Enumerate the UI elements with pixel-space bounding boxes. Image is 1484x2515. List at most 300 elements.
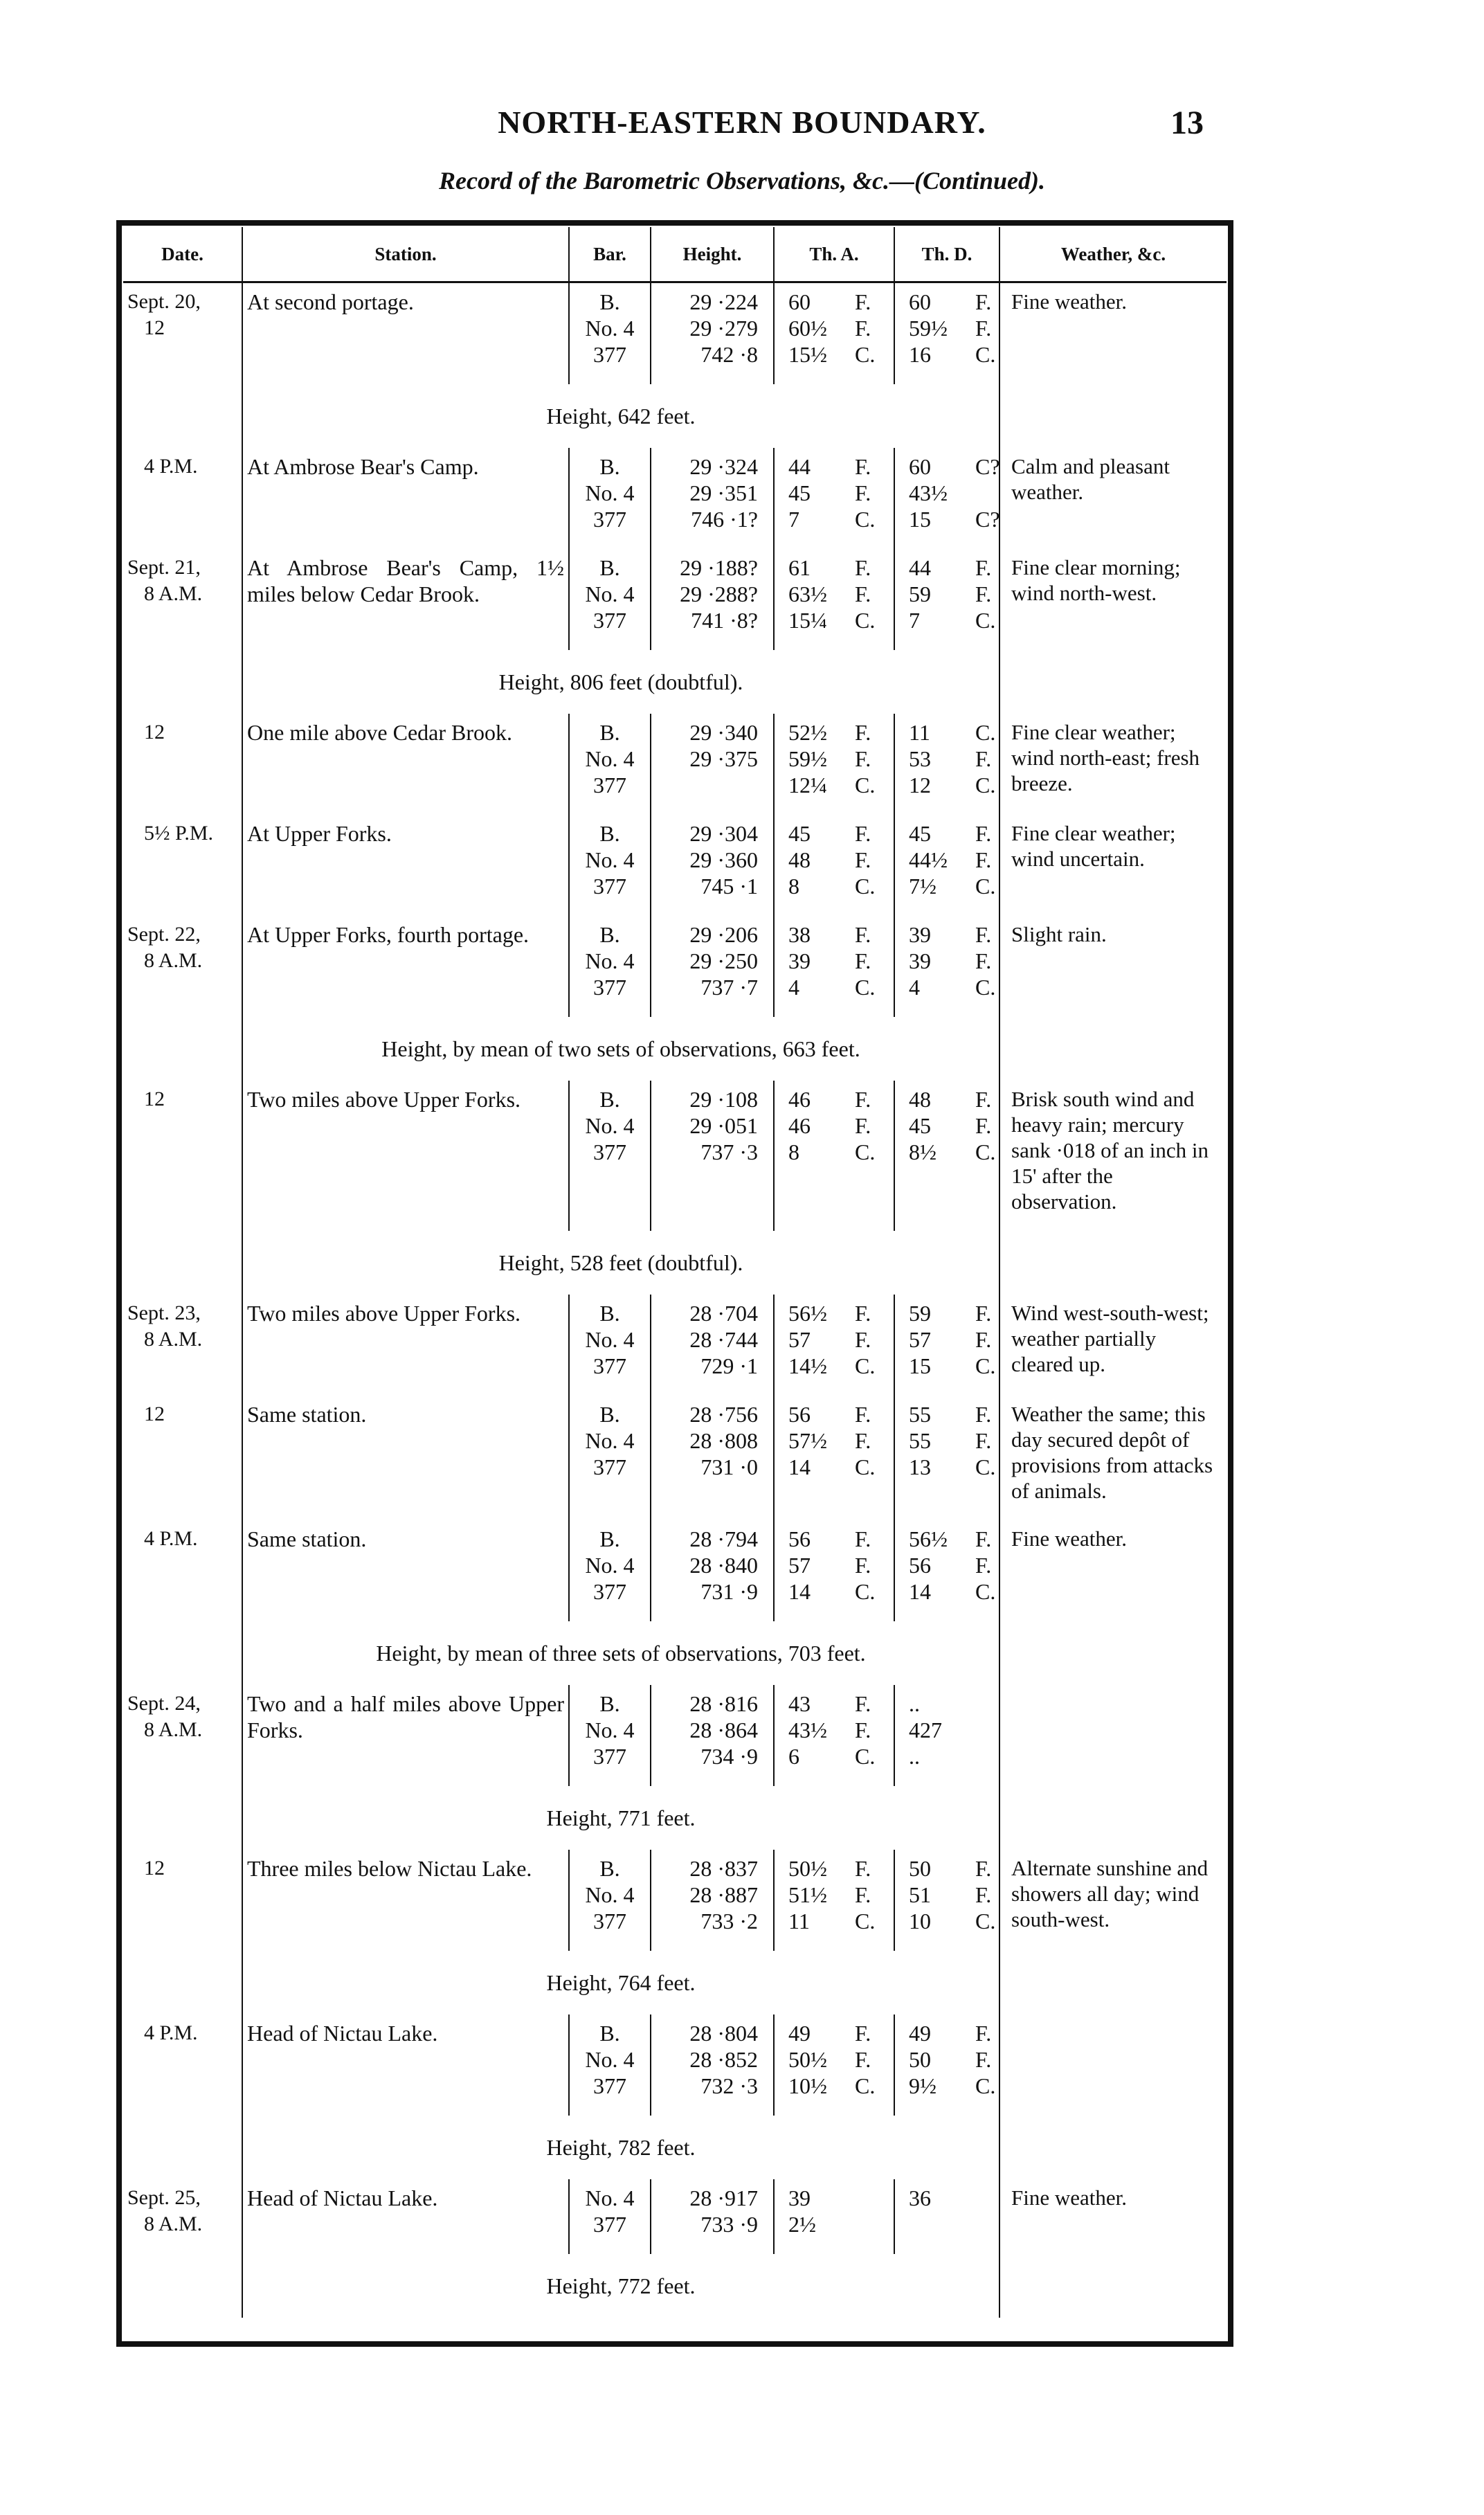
date-line: Sept. 25, — [127, 2186, 201, 2209]
height-value: 28 ·887 — [689, 1882, 758, 1907]
height-value: 29 ·108 — [689, 1087, 758, 1112]
th-d-cell — [894, 916, 999, 1017]
th-a-cell — [774, 1685, 894, 1786]
station-name: Same station. — [247, 1402, 367, 1427]
station-cell — [242, 2014, 569, 2116]
thermometer-value: 2½ — [788, 2212, 816, 2237]
thermometer-line — [779, 1139, 889, 1165]
thermometer-value: 6 — [788, 1744, 799, 1769]
th-a-cell — [774, 549, 894, 650]
thermometer-unit: F. — [855, 1113, 871, 1138]
height-summary-row — [123, 1621, 1227, 1685]
height-value: 29 ·324 — [689, 454, 758, 479]
thermometer-value: 57 — [788, 1553, 811, 1578]
weather-cell: Fine weather. — [1011, 2185, 1128, 2210]
thermometer-value: 15¼ — [788, 608, 827, 633]
thermometer-value: 12 — [909, 773, 931, 797]
date-cell — [123, 2179, 242, 2254]
thermometer-unit: F. — [975, 847, 992, 872]
thermometer-unit: F. — [975, 2021, 992, 2046]
thermometer-value: 55 — [909, 1402, 931, 1427]
height-summary-row — [123, 650, 1227, 714]
station-name: Two miles above Upper Forks. — [247, 1087, 521, 1112]
empty-cell — [123, 650, 242, 714]
thermometer-line — [899, 1855, 995, 1882]
barometer-id: B. — [599, 1087, 620, 1112]
thermometer-unit: F. — [975, 2047, 992, 2072]
date-cell — [123, 1295, 242, 1396]
station-cell — [242, 282, 569, 385]
thermometer-unit: F. — [975, 1327, 992, 1352]
thermometer-unit: F. — [975, 922, 992, 947]
station-name: At Ambrose Bear's Camp. — [247, 454, 479, 479]
th-a-cell — [774, 1520, 894, 1621]
barometer-cell — [569, 815, 651, 916]
height-summary: Height, 642 feet. — [242, 384, 999, 448]
thermometer-unit: C. — [975, 1454, 996, 1479]
thermometer-unit: F. — [855, 582, 871, 606]
column-header-th-a: Th. A. — [774, 227, 894, 282]
thermometer-unit: F. — [855, 1526, 871, 1551]
thermometer-unit: F. — [975, 1856, 992, 1881]
thermometer-unit: C. — [975, 975, 996, 1000]
th-a-cell — [774, 1396, 894, 1520]
thermometer-unit: C. — [855, 975, 876, 1000]
barometer-id: B. — [599, 289, 620, 314]
station-name: Two miles above Upper Forks. — [247, 1301, 521, 1326]
empty-cell — [123, 1951, 242, 2014]
weather-cell: Fine clear morning; wind north-west. — [1011, 555, 1181, 605]
height-value: 731 ·0 — [700, 1454, 758, 1479]
barometer-id: 377 — [593, 2073, 626, 2098]
thermometer-unit: C. — [855, 1353, 876, 1378]
height-cell — [651, 1295, 774, 1396]
height-value: 731 ·9 — [700, 1579, 758, 1604]
height-cell — [651, 282, 774, 385]
thermometer-line — [899, 2073, 995, 2099]
barometer-id: 377 — [593, 1139, 626, 1164]
thermometer-line — [899, 1401, 995, 1427]
thermometer-line — [899, 1908, 995, 1934]
barometer-id: B. — [599, 1526, 620, 1551]
thermometer-line — [779, 315, 889, 341]
barometer-cell — [569, 1295, 651, 1396]
thermometer-value: 46 — [788, 1087, 811, 1112]
thermometer-value: 8½ — [909, 1139, 936, 1164]
thermometer-line — [899, 1300, 995, 1326]
observation-row — [123, 549, 1227, 650]
station-cell — [242, 549, 569, 650]
thermometer-unit: C. — [855, 1909, 876, 1933]
height-value: 745 ·1 — [700, 874, 758, 899]
height-summary-row — [123, 384, 1227, 448]
height-value: 28 ·816 — [689, 1691, 758, 1716]
station-cell — [242, 1520, 569, 1621]
observation-row — [123, 714, 1227, 815]
station-name: Head of Nictau Lake. — [247, 2185, 438, 2210]
thermometer-value: 7 — [788, 507, 799, 532]
station-cell — [242, 916, 569, 1017]
weather-cell: Weather the same; this day secured depôt of provisions from attacks of animals. — [1011, 1402, 1213, 1503]
height-value: 746 ·1? — [691, 507, 758, 532]
thermometer-unit: F. — [855, 316, 871, 341]
thermometer-line — [779, 1717, 889, 1743]
barometer-cell — [569, 549, 651, 650]
thermometer-line — [899, 1086, 995, 1112]
th-d-cell — [894, 448, 999, 549]
barometer-id: B. — [599, 454, 620, 479]
th-a-cell — [774, 1295, 894, 1396]
thermometer-unit: C. — [855, 2073, 876, 2098]
thermometer-value: 59 — [909, 1301, 931, 1326]
height-summary-row — [123, 1786, 1227, 1850]
barometer-id: B. — [599, 1301, 620, 1326]
barometer-cell — [569, 448, 651, 549]
thermometer-value: 4 — [909, 975, 920, 1000]
thermometer-unit: F. — [855, 555, 871, 580]
thermometer-unit: F. — [855, 1327, 871, 1352]
table-caption: Record of the Barometric Observations, &c.—(Continued). — [439, 167, 1045, 195]
thermometer-line — [779, 772, 889, 798]
thermometer-unit: C. — [975, 874, 996, 899]
column-header-station: Station. — [242, 227, 569, 282]
thermometer-unit: F. — [975, 821, 992, 846]
height-summary-row — [123, 1017, 1227, 1081]
height-value: 29 ·224 — [689, 289, 758, 314]
observation-row — [123, 282, 1227, 385]
barometer-cell — [569, 1850, 651, 1951]
thermometer-line — [779, 948, 889, 974]
th-a-cell — [774, 1850, 894, 1951]
thermometer-line — [899, 1454, 995, 1480]
height-summary-row — [123, 2254, 1227, 2318]
barometer-cell — [569, 714, 651, 815]
barometer-id: 377 — [593, 773, 626, 797]
empty-cell — [999, 384, 1227, 448]
height-value: 733 ·9 — [700, 2212, 758, 2237]
station-cell — [242, 1396, 569, 1520]
station-cell — [242, 1685, 569, 1786]
date-line: 8 A.M. — [144, 1718, 203, 1741]
thermometer-line — [899, 1353, 995, 1379]
column-header-th-d: Th. D. — [894, 227, 999, 282]
barometer-id: B. — [599, 922, 620, 947]
date-line: 4 P.M. — [144, 455, 198, 478]
th-d-cell — [894, 2014, 999, 2116]
height-value: 29 ·188? — [680, 555, 758, 580]
thermometer-value: 38 — [788, 922, 811, 947]
date-cell — [123, 1081, 242, 1231]
date-cell — [123, 916, 242, 1017]
height-value: 729 ·1 — [700, 1353, 758, 1378]
observation-row — [123, 1396, 1227, 1520]
barometer-cell — [569, 916, 651, 1017]
date-cell — [123, 282, 242, 385]
station-name: Three miles below Nictau Lake. — [247, 1856, 532, 1881]
thermometer-line — [899, 719, 995, 746]
thermometer-line — [779, 341, 889, 368]
height-value: 29 ·288? — [680, 582, 758, 606]
thermometer-line — [899, 1112, 995, 1139]
thermometer-unit: F. — [855, 1882, 871, 1907]
thermometer-value: 60½ — [788, 316, 827, 341]
barometer-cell — [569, 2179, 651, 2254]
thermometer-value: 61 — [788, 555, 811, 580]
thermometer-value: 56 — [788, 1526, 811, 1551]
thermometer-unit: C. — [855, 1454, 876, 1479]
barometer-id: B. — [599, 1856, 620, 1881]
thermometer-line — [779, 1855, 889, 1882]
thermometer-value: 56 — [909, 1553, 931, 1578]
height-summary-row — [123, 1231, 1227, 1295]
thermometer-value: 56½ — [909, 1526, 948, 1551]
thermometer-value: 427 — [909, 1718, 942, 1742]
barometer-cell — [569, 1396, 651, 1520]
height-value: 28 ·808 — [689, 1428, 758, 1453]
empty-cell — [123, 2116, 242, 2179]
thermometer-line — [779, 453, 889, 480]
thermometer-value: 39 — [909, 948, 931, 973]
station-name: Same station. — [247, 1526, 367, 1551]
barometer-id: No. 4 — [585, 1428, 635, 1453]
barometer-id: No. 4 — [585, 316, 635, 341]
barometer-id: 377 — [593, 1579, 626, 1604]
thermometer-line — [779, 847, 889, 873]
th-a-cell — [774, 815, 894, 916]
thermometer-unit: C. — [975, 1139, 996, 1164]
thermometer-line — [899, 315, 995, 341]
thermometer-line — [779, 719, 889, 746]
thermometer-unit: F. — [855, 1718, 871, 1742]
thermometer-value: 16 — [909, 342, 931, 367]
thermometer-unit: C. — [855, 342, 876, 367]
thermometer-unit: F. — [855, 948, 871, 973]
height-value: 29 ·304 — [689, 821, 758, 846]
thermometer-unit: F. — [855, 289, 871, 314]
thermometer-line — [899, 948, 995, 974]
barometer-cell — [569, 2014, 651, 2116]
height-cell — [651, 714, 774, 815]
weather-cell: Fine weather. — [1011, 289, 1128, 314]
th-a-cell — [774, 448, 894, 549]
thermometer-value: 57 — [909, 1327, 931, 1352]
thermometer-value: 11 — [788, 1909, 810, 1933]
thermometer-value: 11 — [909, 720, 930, 745]
barometer-id: B. — [599, 555, 620, 580]
empty-cell — [999, 1231, 1227, 1295]
station-cell — [242, 448, 569, 549]
date-cell — [123, 2014, 242, 2116]
page-header-title: NORTH-EASTERN BOUNDARY. — [498, 105, 986, 140]
thermometer-value: 51 — [909, 1882, 931, 1907]
barometer-cell — [569, 1685, 651, 1786]
date-line: 12 — [144, 721, 165, 743]
height-summary-row — [123, 1951, 1227, 2014]
barometer-id: 377 — [593, 1353, 626, 1378]
thermometer-value: 8 — [788, 874, 799, 899]
thermometer-value: 50½ — [788, 2047, 827, 2072]
barometer-id: No. 4 — [585, 1553, 635, 1578]
thermometer-line — [899, 581, 995, 607]
date-line: 12 — [144, 1857, 165, 1880]
column-header-date: Date. — [123, 227, 242, 282]
thermometer-value: 39 — [788, 948, 811, 973]
height-value: 28 ·804 — [689, 2021, 758, 2046]
height-summary: Height, by mean of three sets of observations, 703 feet. — [242, 1621, 999, 1685]
column-header-bar: Bar. — [569, 227, 651, 282]
date-cell — [123, 1520, 242, 1621]
thermometer-value: 46 — [788, 1113, 811, 1138]
weather-cell — [999, 1685, 1227, 1786]
thermometer-unit: C. — [855, 1579, 876, 1604]
thermometer-unit: F. — [855, 480, 871, 505]
th-a-cell — [774, 714, 894, 815]
weather-cell: Wind west-south-west; weather partially cleared up. — [1011, 1301, 1209, 1376]
thermometer-unit: C. — [855, 608, 876, 633]
date-line: 8 A.M. — [144, 949, 203, 972]
thermometer-line — [779, 1086, 889, 1112]
barometer-id: B. — [599, 821, 620, 846]
height-value: 29 ·340 — [689, 720, 758, 745]
thermometer-line — [899, 1691, 995, 1717]
thermometer-unit: F. — [855, 454, 871, 479]
thermometer-value: 50½ — [788, 1856, 827, 1881]
barometer-id: No. 4 — [585, 1882, 635, 1907]
station-cell — [242, 1081, 569, 1231]
station-name: At second portage. — [247, 289, 414, 314]
observation-row — [123, 1685, 1227, 1786]
thermometer-line — [779, 1908, 889, 1934]
thermometer-unit: C. — [855, 1744, 876, 1769]
th-d-cell — [894, 2179, 999, 2254]
thermometer-unit: F. — [975, 289, 992, 314]
thermometer-line — [899, 1326, 995, 1353]
thermometer-unit: F. — [975, 1301, 992, 1326]
thermometer-value: 52½ — [788, 720, 827, 745]
thermometer-unit: F. — [975, 555, 992, 580]
barometer-id: 377 — [593, 1744, 626, 1769]
thermometer-unit: F. — [855, 2047, 871, 2072]
thermometer-unit: F. — [975, 1113, 992, 1138]
observation-row — [123, 1081, 1227, 1231]
thermometer-unit: C. — [975, 720, 996, 745]
height-value: 732 ·3 — [700, 2073, 758, 2098]
height-value: 28 ·794 — [689, 1526, 758, 1551]
date-line: 5½ P.M. — [144, 822, 214, 845]
height-value: 28 ·852 — [689, 2047, 758, 2072]
thermometer-unit: C. — [975, 2073, 996, 2098]
barometer-cell — [569, 1081, 651, 1231]
thermometer-line — [779, 1743, 889, 1769]
thermometer-value: 15 — [909, 1353, 931, 1378]
thermometer-line — [899, 289, 995, 315]
thermometer-line — [779, 2211, 889, 2237]
th-a-cell — [774, 1081, 894, 1231]
empty-cell — [999, 2116, 1227, 2179]
th-d-cell — [894, 1396, 999, 1520]
thermometer-line — [779, 289, 889, 315]
thermometer-line — [779, 1300, 889, 1326]
th-d-cell — [894, 1295, 999, 1396]
weather-cell: Fine weather. — [1011, 1526, 1128, 1551]
thermometer-line — [779, 1578, 889, 1605]
thermometer-value: 59½ — [788, 746, 827, 771]
date-line: 8 A.M. — [144, 582, 203, 605]
thermometer-value: 10½ — [788, 2073, 827, 2098]
observation-row — [123, 2179, 1227, 2254]
thermometer-unit: F. — [855, 2021, 871, 2046]
barometer-id: B. — [599, 1402, 620, 1427]
station-cell — [242, 1850, 569, 1951]
thermometer-line — [899, 1578, 995, 1605]
thermometer-line — [899, 1717, 995, 1743]
thermometer-unit: F. — [855, 847, 871, 872]
thermometer-line — [779, 1353, 889, 1379]
thermometer-unit: F. — [975, 1882, 992, 1907]
thermometer-line — [779, 921, 889, 948]
thermometer-value: 59 — [909, 582, 931, 606]
thermometer-line — [779, 1454, 889, 1480]
date-line: Sept. 21, — [127, 556, 201, 579]
barometer-id: No. 4 — [585, 2185, 635, 2210]
weather-cell: Slight rain. — [1011, 922, 1107, 946]
date-line: Sept. 22, — [127, 923, 201, 946]
thermometer-value: 57 — [788, 1327, 811, 1352]
thermometer-unit: F. — [975, 1553, 992, 1578]
thermometer-line — [899, 1743, 995, 1769]
height-cell — [651, 1520, 774, 1621]
height-value: 28 ·756 — [689, 1402, 758, 1427]
barometer-id: No. 4 — [585, 948, 635, 973]
thermometer-line — [899, 820, 995, 847]
thermometer-unit: C. — [975, 608, 996, 633]
thermometer-line — [779, 2046, 889, 2073]
table-header-row — [123, 227, 1227, 282]
thermometer-unit: C. — [975, 342, 996, 367]
th-d-cell — [894, 1081, 999, 1231]
thermometer-line — [899, 746, 995, 772]
thermometer-line — [779, 480, 889, 506]
date-line: 8 A.M. — [144, 1328, 203, 1351]
station-cell — [242, 815, 569, 916]
thermometer-value: 14 — [788, 1579, 811, 1604]
th-d-cell — [894, 714, 999, 815]
thermometer-line — [779, 506, 889, 532]
thermometer-unit: F. — [975, 746, 992, 771]
height-cell — [651, 815, 774, 916]
barometer-id: 377 — [593, 1454, 626, 1479]
thermometer-unit: C. — [855, 1139, 876, 1164]
height-value: 29 ·206 — [689, 922, 758, 947]
date-line: 12 — [144, 1403, 165, 1425]
thermometer-line — [899, 1552, 995, 1578]
thermometer-value: 55 — [909, 1428, 931, 1453]
empty-cell — [123, 384, 242, 448]
height-summary: Height, by mean of two sets of observations, 663 feet. — [242, 1017, 999, 1081]
thermometer-line — [899, 1526, 995, 1552]
station-name: Head of Nictau Lake. — [247, 2021, 438, 2046]
date-cell — [123, 815, 242, 916]
th-a-cell — [774, 916, 894, 1017]
height-cell — [651, 448, 774, 549]
height-value: 29 ·375 — [689, 746, 758, 771]
thermometer-value: 48 — [788, 847, 811, 872]
thermometer-unit: F. — [855, 1301, 871, 1326]
thermometer-value: 39 — [909, 922, 931, 947]
barometer-id: No. 4 — [585, 2047, 635, 2072]
thermometer-value: 14½ — [788, 1353, 827, 1378]
height-value: 28 ·917 — [689, 2185, 758, 2210]
